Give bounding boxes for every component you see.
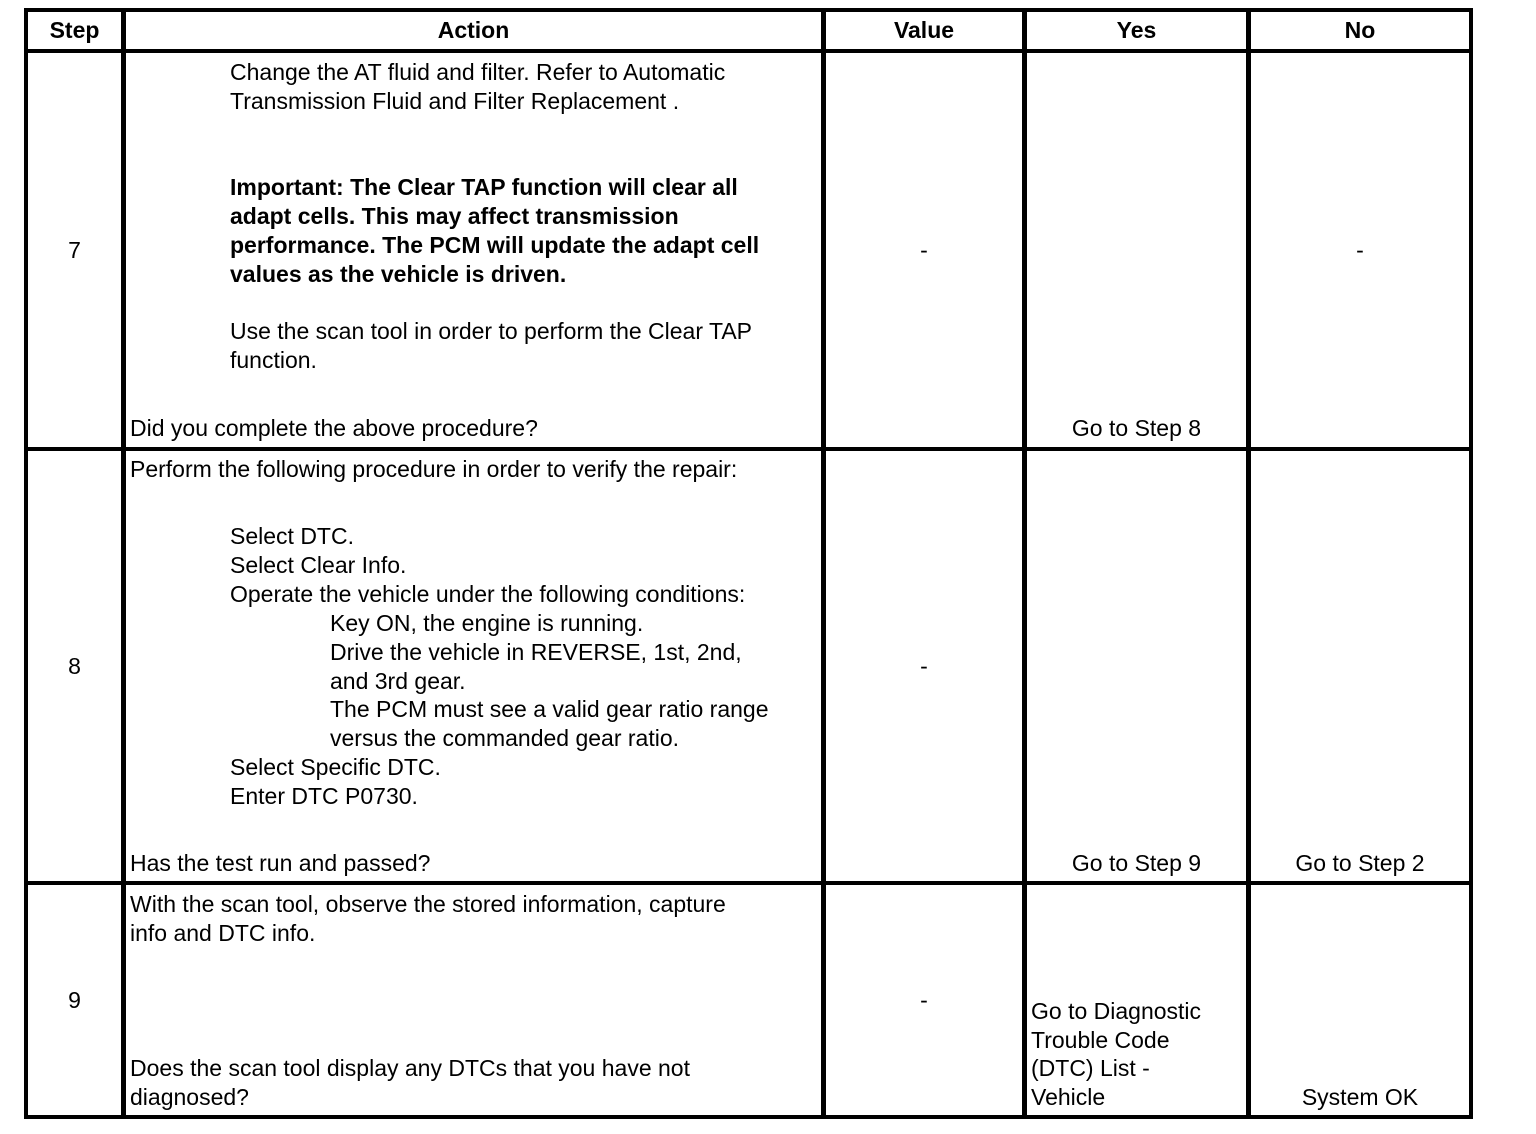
step-7-value: - bbox=[920, 237, 928, 263]
header-step: Step bbox=[49, 17, 100, 43]
step-7-important-line3: performance. The PCM will update the adapt cell bbox=[230, 232, 760, 258]
step-7-important-line4: values as the vehicle is driven. bbox=[230, 261, 567, 287]
row-divider-8-9 bbox=[24, 881, 1473, 885]
step-8-number: 8 bbox=[68, 653, 81, 679]
step-8-substep-5: Enter DTC P0730. bbox=[230, 783, 418, 809]
step-9-action-line2: info and DTC info. bbox=[130, 920, 316, 946]
table-border-right bbox=[1469, 8, 1473, 1119]
step-7-scan-line2: function. bbox=[230, 347, 317, 373]
step-7-important-line1: Important: The Clear TAP function will clear all bbox=[230, 174, 738, 200]
step-9-yes-line4: Vehicle bbox=[1031, 1084, 1106, 1110]
step-7-no: - bbox=[1356, 237, 1364, 263]
step-8-substep-1: Select DTC. bbox=[230, 523, 354, 549]
step-7-number: 7 bbox=[68, 237, 81, 263]
table-border-top bbox=[24, 8, 1473, 12]
step-8-condition-2b: and 3rd gear. bbox=[330, 668, 466, 694]
step-9-no: System OK bbox=[1301, 1084, 1419, 1110]
step-9-question-line1: Does the scan tool display any DTCs that you have not bbox=[130, 1055, 690, 1081]
step-7-yes: Go to Step 8 bbox=[1071, 415, 1202, 441]
col-divider-step bbox=[121, 8, 126, 1119]
header-divider bbox=[24, 49, 1473, 53]
step-8-condition-1: Key ON, the engine is running. bbox=[330, 610, 644, 636]
step-8-condition-3a: The PCM must see a valid gear ratio range bbox=[330, 696, 769, 722]
step-9-number: 9 bbox=[68, 987, 81, 1013]
header-yes: Yes bbox=[1116, 17, 1157, 43]
step-9-question-line2: diagnosed? bbox=[130, 1084, 249, 1110]
step-8-condition-2a: Drive the vehicle in REVERSE, 1st, 2nd, bbox=[330, 639, 742, 665]
col-divider-action bbox=[821, 8, 826, 1119]
step-9-yes-line1: Go to Diagnostic bbox=[1031, 998, 1202, 1024]
step-8-question: Has the test run and passed? bbox=[130, 850, 431, 876]
table-border-bottom bbox=[24, 1115, 1473, 1119]
step-7-question: Did you complete the above procedure? bbox=[130, 415, 538, 441]
step-8-condition-3b: versus the commanded gear ratio. bbox=[330, 725, 680, 751]
step-8-intro: Perform the following procedure in order to verify the repair: bbox=[130, 456, 738, 482]
step-7-important-line2: adapt cells. This may affect transmission bbox=[230, 203, 679, 229]
step-9-yes-line2: Trouble Code bbox=[1031, 1027, 1170, 1053]
table-border-left bbox=[24, 8, 28, 1119]
step-8-substep-4: Select Specific DTC. bbox=[230, 754, 441, 780]
step-8-substep-3: Operate the vehicle under the following conditions: bbox=[230, 581, 746, 607]
step-8-substep-2: Select Clear Info. bbox=[230, 552, 407, 578]
step-7-action-line2: Transmission Fluid and Filter Replacement . bbox=[230, 88, 680, 114]
col-divider-yes bbox=[1246, 8, 1251, 1119]
step-8-value: - bbox=[920, 653, 928, 679]
step-9-yes-line3: (DTC) List - bbox=[1031, 1055, 1150, 1081]
col-divider-value bbox=[1022, 8, 1027, 1119]
step-9-action-line1: With the scan tool, observe the stored information, capture bbox=[130, 891, 726, 917]
step-8-yes: Go to Step 9 bbox=[1071, 850, 1202, 876]
step-7-scan-line1: Use the scan tool in order to perform the Clear TAP bbox=[230, 318, 753, 344]
row-divider-7-8 bbox=[24, 447, 1473, 451]
step-7-action-line1: Change the AT fluid and filter. Refer to Automatic bbox=[230, 59, 726, 85]
step-9-value: - bbox=[920, 987, 928, 1013]
diagnostic-table bbox=[24, 8, 1473, 1119]
step-8-no: Go to Step 2 bbox=[1295, 850, 1425, 876]
header-no: No bbox=[1344, 17, 1376, 43]
header-value: Value bbox=[893, 17, 955, 43]
header-action: Action bbox=[437, 17, 510, 43]
